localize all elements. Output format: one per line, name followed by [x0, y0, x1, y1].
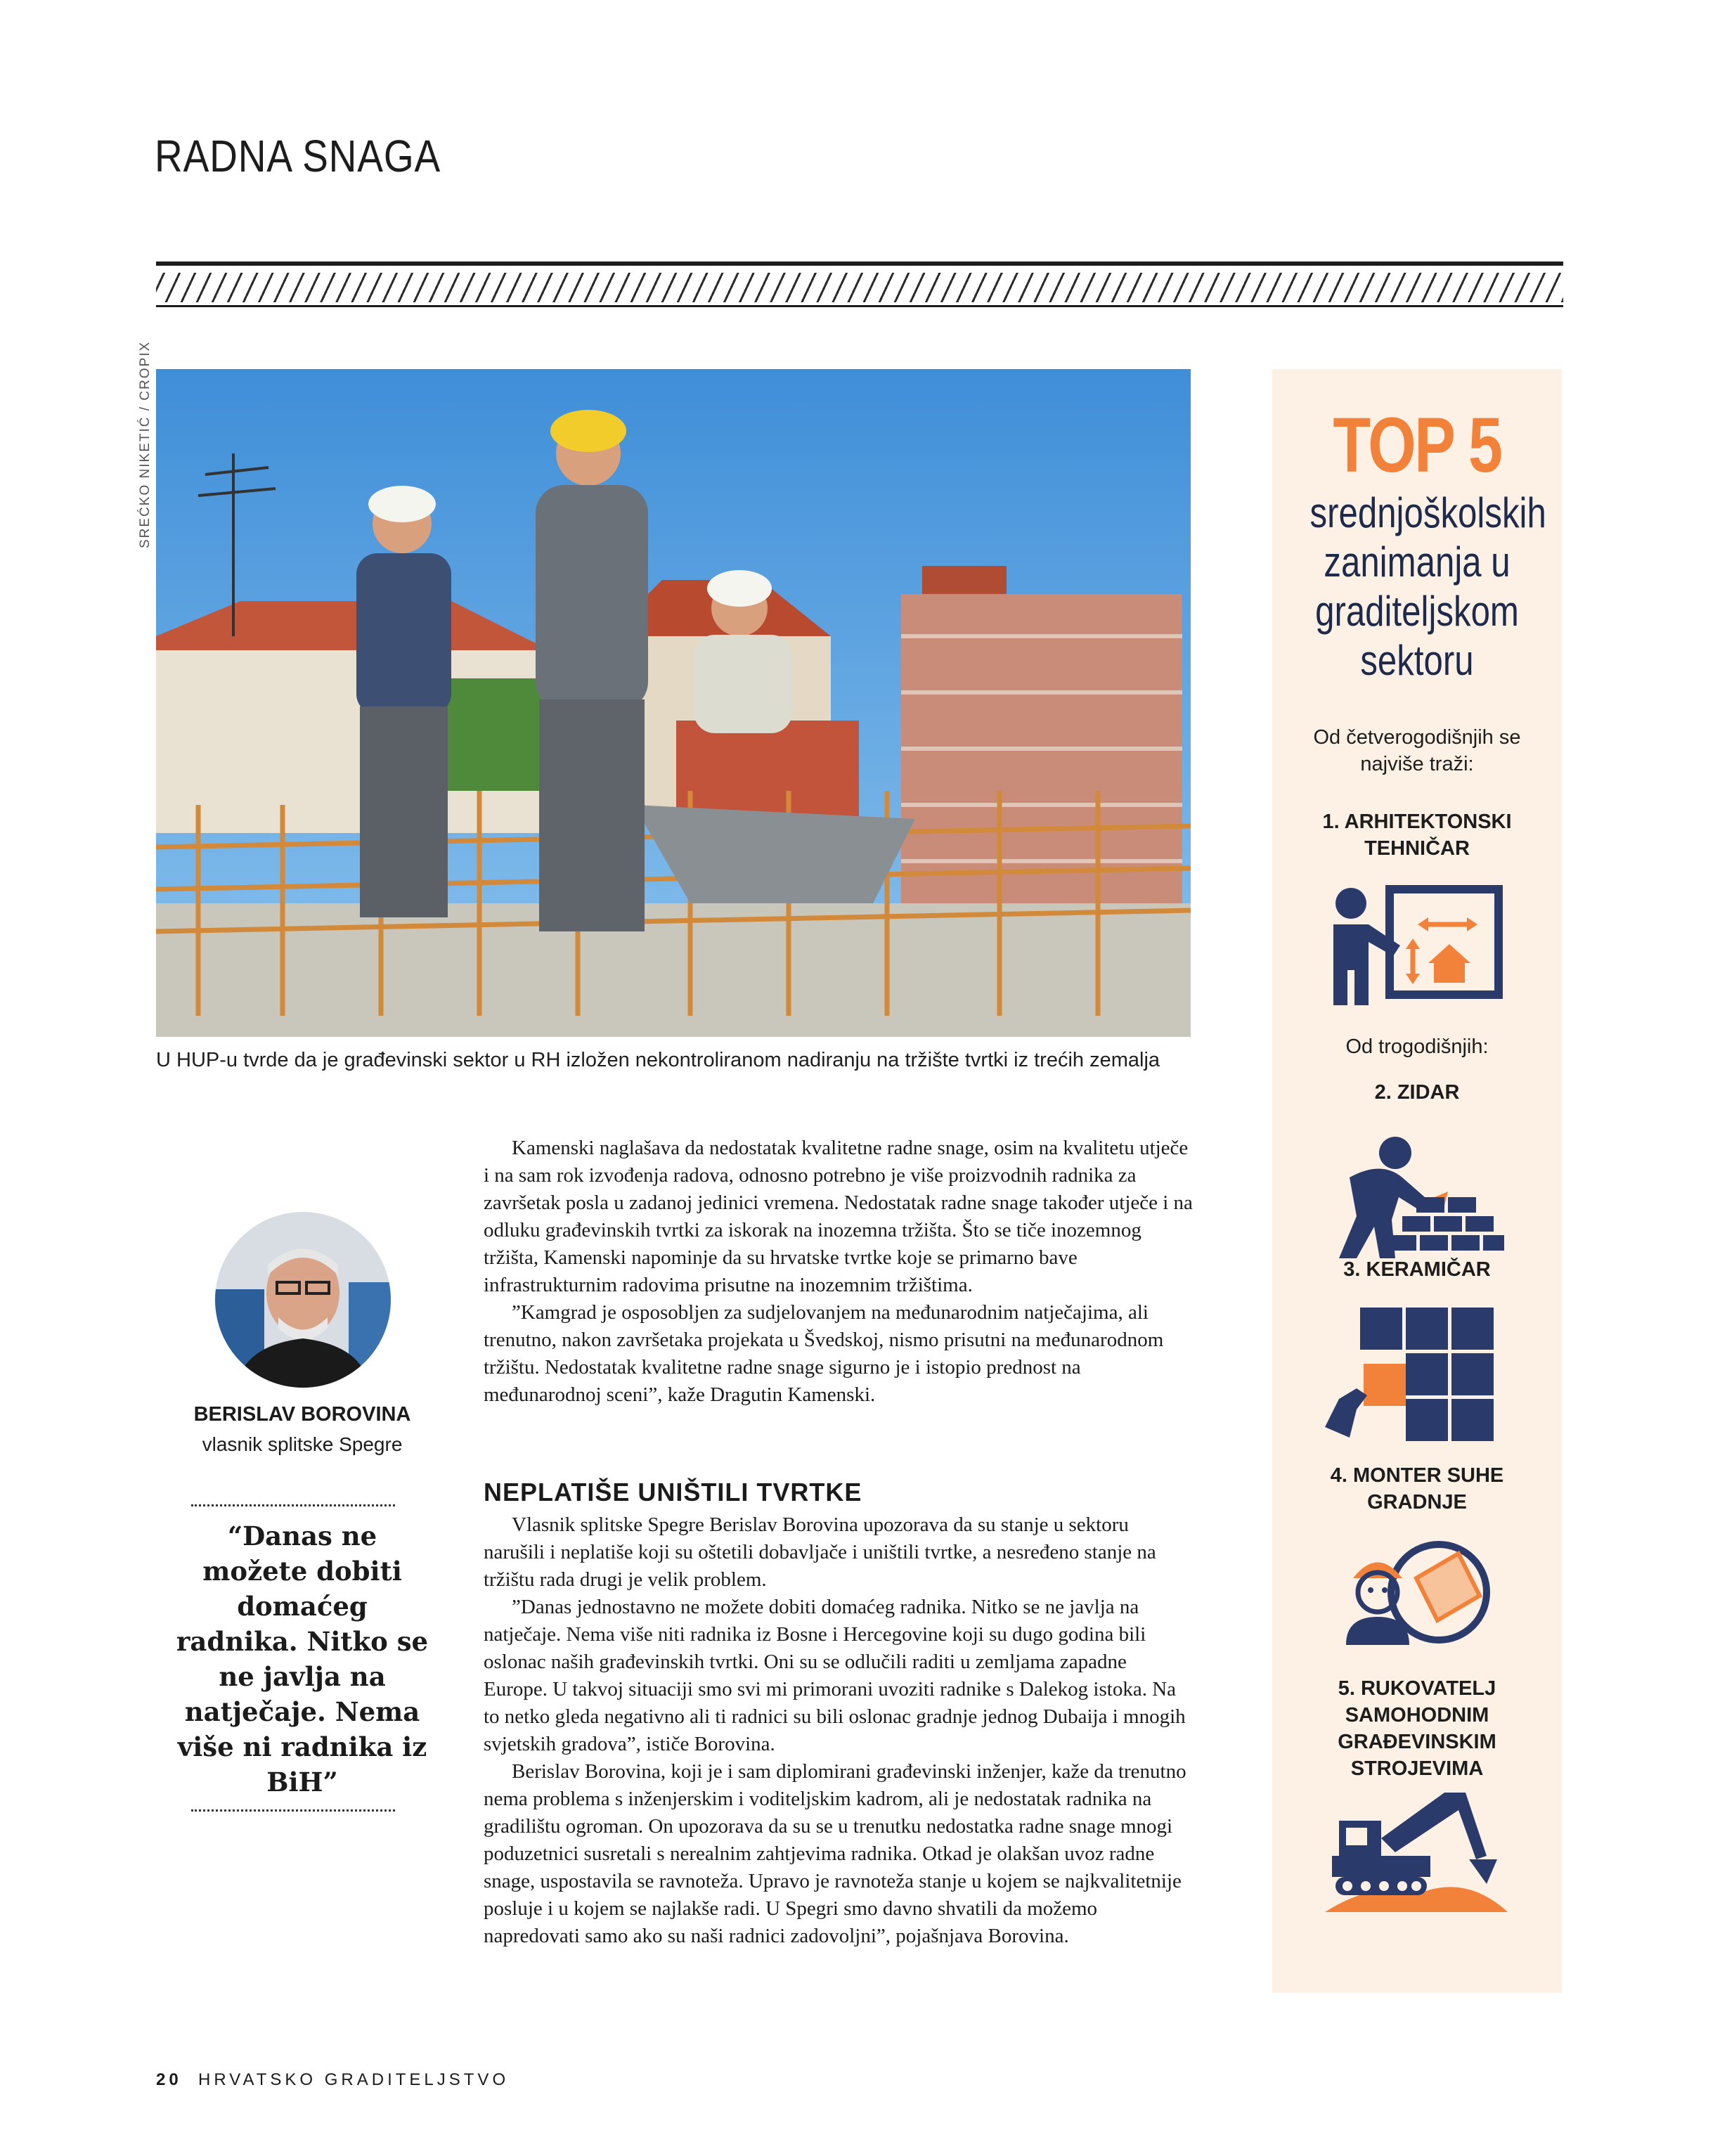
bricklayer-icon	[1325, 1135, 1508, 1262]
pull-quote: “Danas ne možete dobiti domaćeg radnika. Nitko se ne javlja na natječaje. Nema više ni radnika iz BiH”	[176, 1521, 429, 1797]
sidebar-intro-three-year: Od trogodišnjih:	[1345, 1035, 1489, 1058]
header-rule-bottom	[156, 305, 1563, 307]
sidebar-subtitle: srednjoškolskih zanimanja u graditeljskom sektoru	[1309, 489, 1546, 684]
drywall-worker-icon	[1339, 1539, 1494, 1648]
section-title: RADNA SNAGA	[155, 131, 441, 181]
magazine-name: HRVATSKO GRADITELJSTVO	[198, 2070, 510, 2089]
portrait-photo	[215, 1212, 391, 1388]
architect-icon	[1323, 882, 1506, 1012]
photo-credit: SREĆKO NIKETIĆ / CROPIX	[138, 340, 153, 548]
tiles-icon	[1325, 1308, 1494, 1452]
sidebar-item-1: 1. ARHITEKTONSKI TEHNIČAR	[1322, 811, 1512, 860]
page-number: 20	[156, 2070, 182, 2089]
paragraph: Kamenski naglašava da nedostatak kvalitetne radne snage, osim na kvalitetu utječe i na sam rok izvođenja radova, odnosno potrebno je više proizvodnih radnika za završetak posla u zadanoj jedinici vremena. Nedostatak radne snage također utječe i na odluku građevinskih tvrtki za iskorak na inozemna tržišta. Što se tiče inozemnog tržišta, Kamenski napominje da su hrvatske tvrtke koje se primarno bave infrastrukturnim radovima prisutne na inozemnim tržištima.	[484, 1137, 1193, 1296]
sidebar-item-5: 5. RUKOVATELJ SAMOHODNIM GRAĐEVINSKIM STROJEVIMA	[1338, 1677, 1496, 1780]
paragraph: Berislav Borovina, koji je i sam diplomirani građevinski inženjer, kaže da trenutno nema problema s inženjerskim i voditeljskim kadrom, ali je nedostatak radnika na gradilištu ogroman. On upozorava da su se u trenutku nedostatka radne snage mnogi poduzetnici susretali s nerealnim zahtjevima radnika. Otkad je olakšan uvoz radne snage, uspostavila se ravnoteža. Upravo je ravnoteža stanje u kojem se najkvalitetnije posluje i u kojem se najlakše radi. U Spegri smo davno shvatili da možemo napredovati samo ako su naši radnici zadovoljni”, pojašnjava Borovina.	[484, 1760, 1186, 1947]
header-hatch-divider	[156, 273, 1563, 302]
page-footer	[156, 2070, 509, 2090]
excavator-icon	[1325, 1789, 1508, 1919]
article-body-part2	[484, 1511, 1194, 1950]
quote-divider-top	[191, 1504, 395, 1506]
paragraph: ”Kamgrad je osposobljen za sudjelovanjem na međunarodnim natječajima, ali trenutno, nakon završetaka projekata u Švedskoj, nismo prisutni na međunarodnom tržištu. Nedostatak kvalitetne radne snage sigurno je i istopio prednost na međunarodnoj sceni”, kaže Dragutin Kamenski.	[484, 1301, 1164, 1406]
person-name: BERISLAV BOROVINA	[193, 1403, 411, 1426]
top5-sidebar	[1272, 369, 1562, 1993]
article-body-part1	[484, 1135, 1194, 1409]
paragraph: Vlasnik splitske Spegre Berislav Borovina upozorava da su stanje u sektoru narušili i neplatiše koji su oštetili dobavljače i uništili tvrtke, a nesređeno stanje na tržištu rada drugi je velik problem.	[484, 1513, 1156, 1591]
sidebar-item-3: 3. KERAMIČAR	[1343, 1258, 1491, 1281]
header-rule	[156, 262, 1563, 266]
quote-divider-bottom	[191, 1809, 395, 1812]
construction-workers-photo	[156, 369, 1191, 1037]
person-role: vlasnik splitske Spegre	[202, 1433, 403, 1455]
article-subhead: NEPLATIŠE UNIŠTILI TVRTKE	[484, 1478, 862, 1506]
sidebar-item-4: 4. MONTER SUHE GRADNJE	[1330, 1464, 1504, 1513]
paragraph: ”Danas jednostavno ne možete dobiti domaćeg radnika. Nitko se ne javlja na natječaje. Nema više niti radnika iz Bosne i Hercegovine koji su dugo godina bili oslonac naših građevinskih tvrtki. Oni su se odlučili raditi u zemljama zapadne Europe. U takvoj situaciji smo svi mi primorani uvoziti radnike s Dalekog istoka. Na to netko gleda negativno ali ti radnici su bili oslonac gradnje jednog Dubaija i mnogih svjetskih gradova”, ističe Borovina.	[484, 1596, 1186, 1755]
sidebar-item-2: 2. ZIDAR	[1374, 1081, 1460, 1104]
sidebar-intro-four-year: Od četverogodišnjih se najviše traži:	[1313, 726, 1521, 775]
sidebar-title: TOP 5	[1333, 402, 1501, 489]
photo-caption: U HUP-u tvrde da je građevinski sektor u RH izložen nekontroliranom nadiranju na tržište tvrtki iz trećih zemalja	[156, 1049, 1160, 1071]
